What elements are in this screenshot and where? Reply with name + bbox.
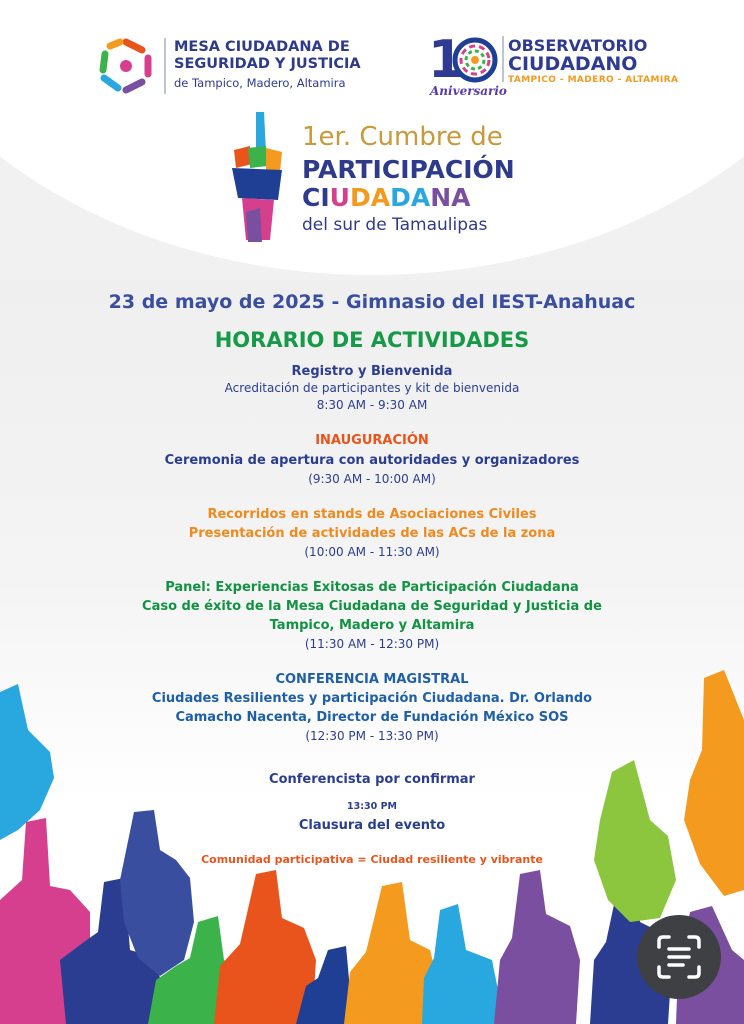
panel-line3: Tampico, Madero y Altamira bbox=[269, 618, 475, 633]
mesa-ciudadana-logo bbox=[96, 36, 361, 98]
logo-divider bbox=[164, 38, 166, 94]
recorridos-time: (10:00 AM - 11:30 AM) bbox=[304, 545, 440, 559]
panel-time: (11:30 AM - 12:30 PM) bbox=[304, 637, 440, 651]
observatorio-ciudadano-logo bbox=[428, 30, 679, 104]
event-date-venue: 23 de mayo de 2025 - Gimnasio del IEST-Anahuac bbox=[108, 291, 636, 313]
mesa-logo-line3: de Tampico, Madero, Altamira bbox=[174, 76, 346, 90]
conferencia-time: (12:30 PM - 13:30 PM) bbox=[305, 729, 439, 743]
title-part: DA bbox=[349, 183, 391, 212]
event-title-line1: 1er. Cumbre de bbox=[302, 122, 503, 152]
title-part: CI bbox=[302, 183, 330, 212]
observatorio-line1: OBSERVATORIO bbox=[508, 36, 648, 55]
scan-text-icon bbox=[637, 915, 721, 999]
mesa-logo-line1: MESA CIUDADANA DE bbox=[174, 39, 350, 55]
event-title-line4: del sur de Tamaulipas bbox=[302, 215, 488, 235]
recorridos-subtitle: Presentación de actividades de las ACs de la zona bbox=[188, 526, 556, 541]
logo-divider bbox=[502, 36, 504, 82]
observatorio-line2: CIUDADANO bbox=[508, 53, 638, 75]
hand-purple bbox=[494, 870, 580, 1024]
conferencista-label: Conferencista por confirmar bbox=[269, 772, 475, 787]
registro-time: 8:30 AM - 9:30 AM bbox=[316, 398, 428, 412]
title-part: U bbox=[329, 183, 350, 212]
conferencia-line2: Camacho Nacenta, Director de Fundación México SOS bbox=[175, 710, 569, 725]
hand-lightblue-center bbox=[422, 904, 500, 1024]
panel-title: Panel: Experiencias Exitosas de Participación Ciudadana bbox=[165, 580, 579, 595]
anniversary-number: 1 bbox=[428, 30, 465, 90]
registro-title: Registro y Bienvenida bbox=[291, 364, 453, 379]
scan-text-button[interactable] bbox=[637, 915, 721, 999]
hand-left-lightblue bbox=[0, 684, 54, 840]
event-title-line3 bbox=[302, 183, 470, 212]
schedule-heading: HORARIO DE ACTIVIDADES bbox=[214, 328, 530, 352]
observatorio-line3: TAMPICO - MADERO - ALTAMIRA bbox=[508, 75, 679, 85]
mesa-logo-line2: SEGURIDAD Y JUSTICIA bbox=[174, 56, 361, 72]
panel-line2: Caso de éxito de la Mesa Ciudadana de Seguridad y Justicia de bbox=[142, 599, 602, 614]
hand-red bbox=[214, 870, 316, 1024]
inauguracion-time: (9:30 AM - 10:00 AM) bbox=[308, 472, 436, 486]
anniversary-label: Aniversario bbox=[430, 84, 507, 98]
title-part: NA bbox=[430, 183, 471, 212]
inauguracion-label: INAUGURACIÓN bbox=[315, 433, 429, 448]
raised-fist-icon bbox=[226, 112, 288, 244]
recorridos-title: Recorridos en stands de Asociaciones Civiles bbox=[207, 507, 537, 522]
tagline: Comunidad participativa = Ciudad resiliente y vibrante bbox=[201, 853, 543, 866]
title-part: DA bbox=[390, 183, 431, 212]
registro-desc: Acreditación de participantes y kit de bienvenida bbox=[224, 381, 520, 395]
anniversary-ring-icon bbox=[450, 35, 500, 85]
clausura-time: 13:30 PM bbox=[347, 801, 397, 812]
conferencia-label: CONFERENCIA MAGISTRAL bbox=[275, 672, 469, 687]
conferencia-line1: Ciudades Resilientes y participación Ciudadana. Dr. Orlando bbox=[151, 691, 593, 706]
event-title-line2: PARTICIPACIÓN bbox=[302, 155, 515, 184]
mesa-ciudadana-emblem-icon bbox=[96, 36, 156, 96]
inauguracion-title: Ceremonia de apertura con autoridades y organizadores bbox=[164, 453, 580, 468]
clausura-title: Clausura del evento bbox=[298, 818, 446, 833]
